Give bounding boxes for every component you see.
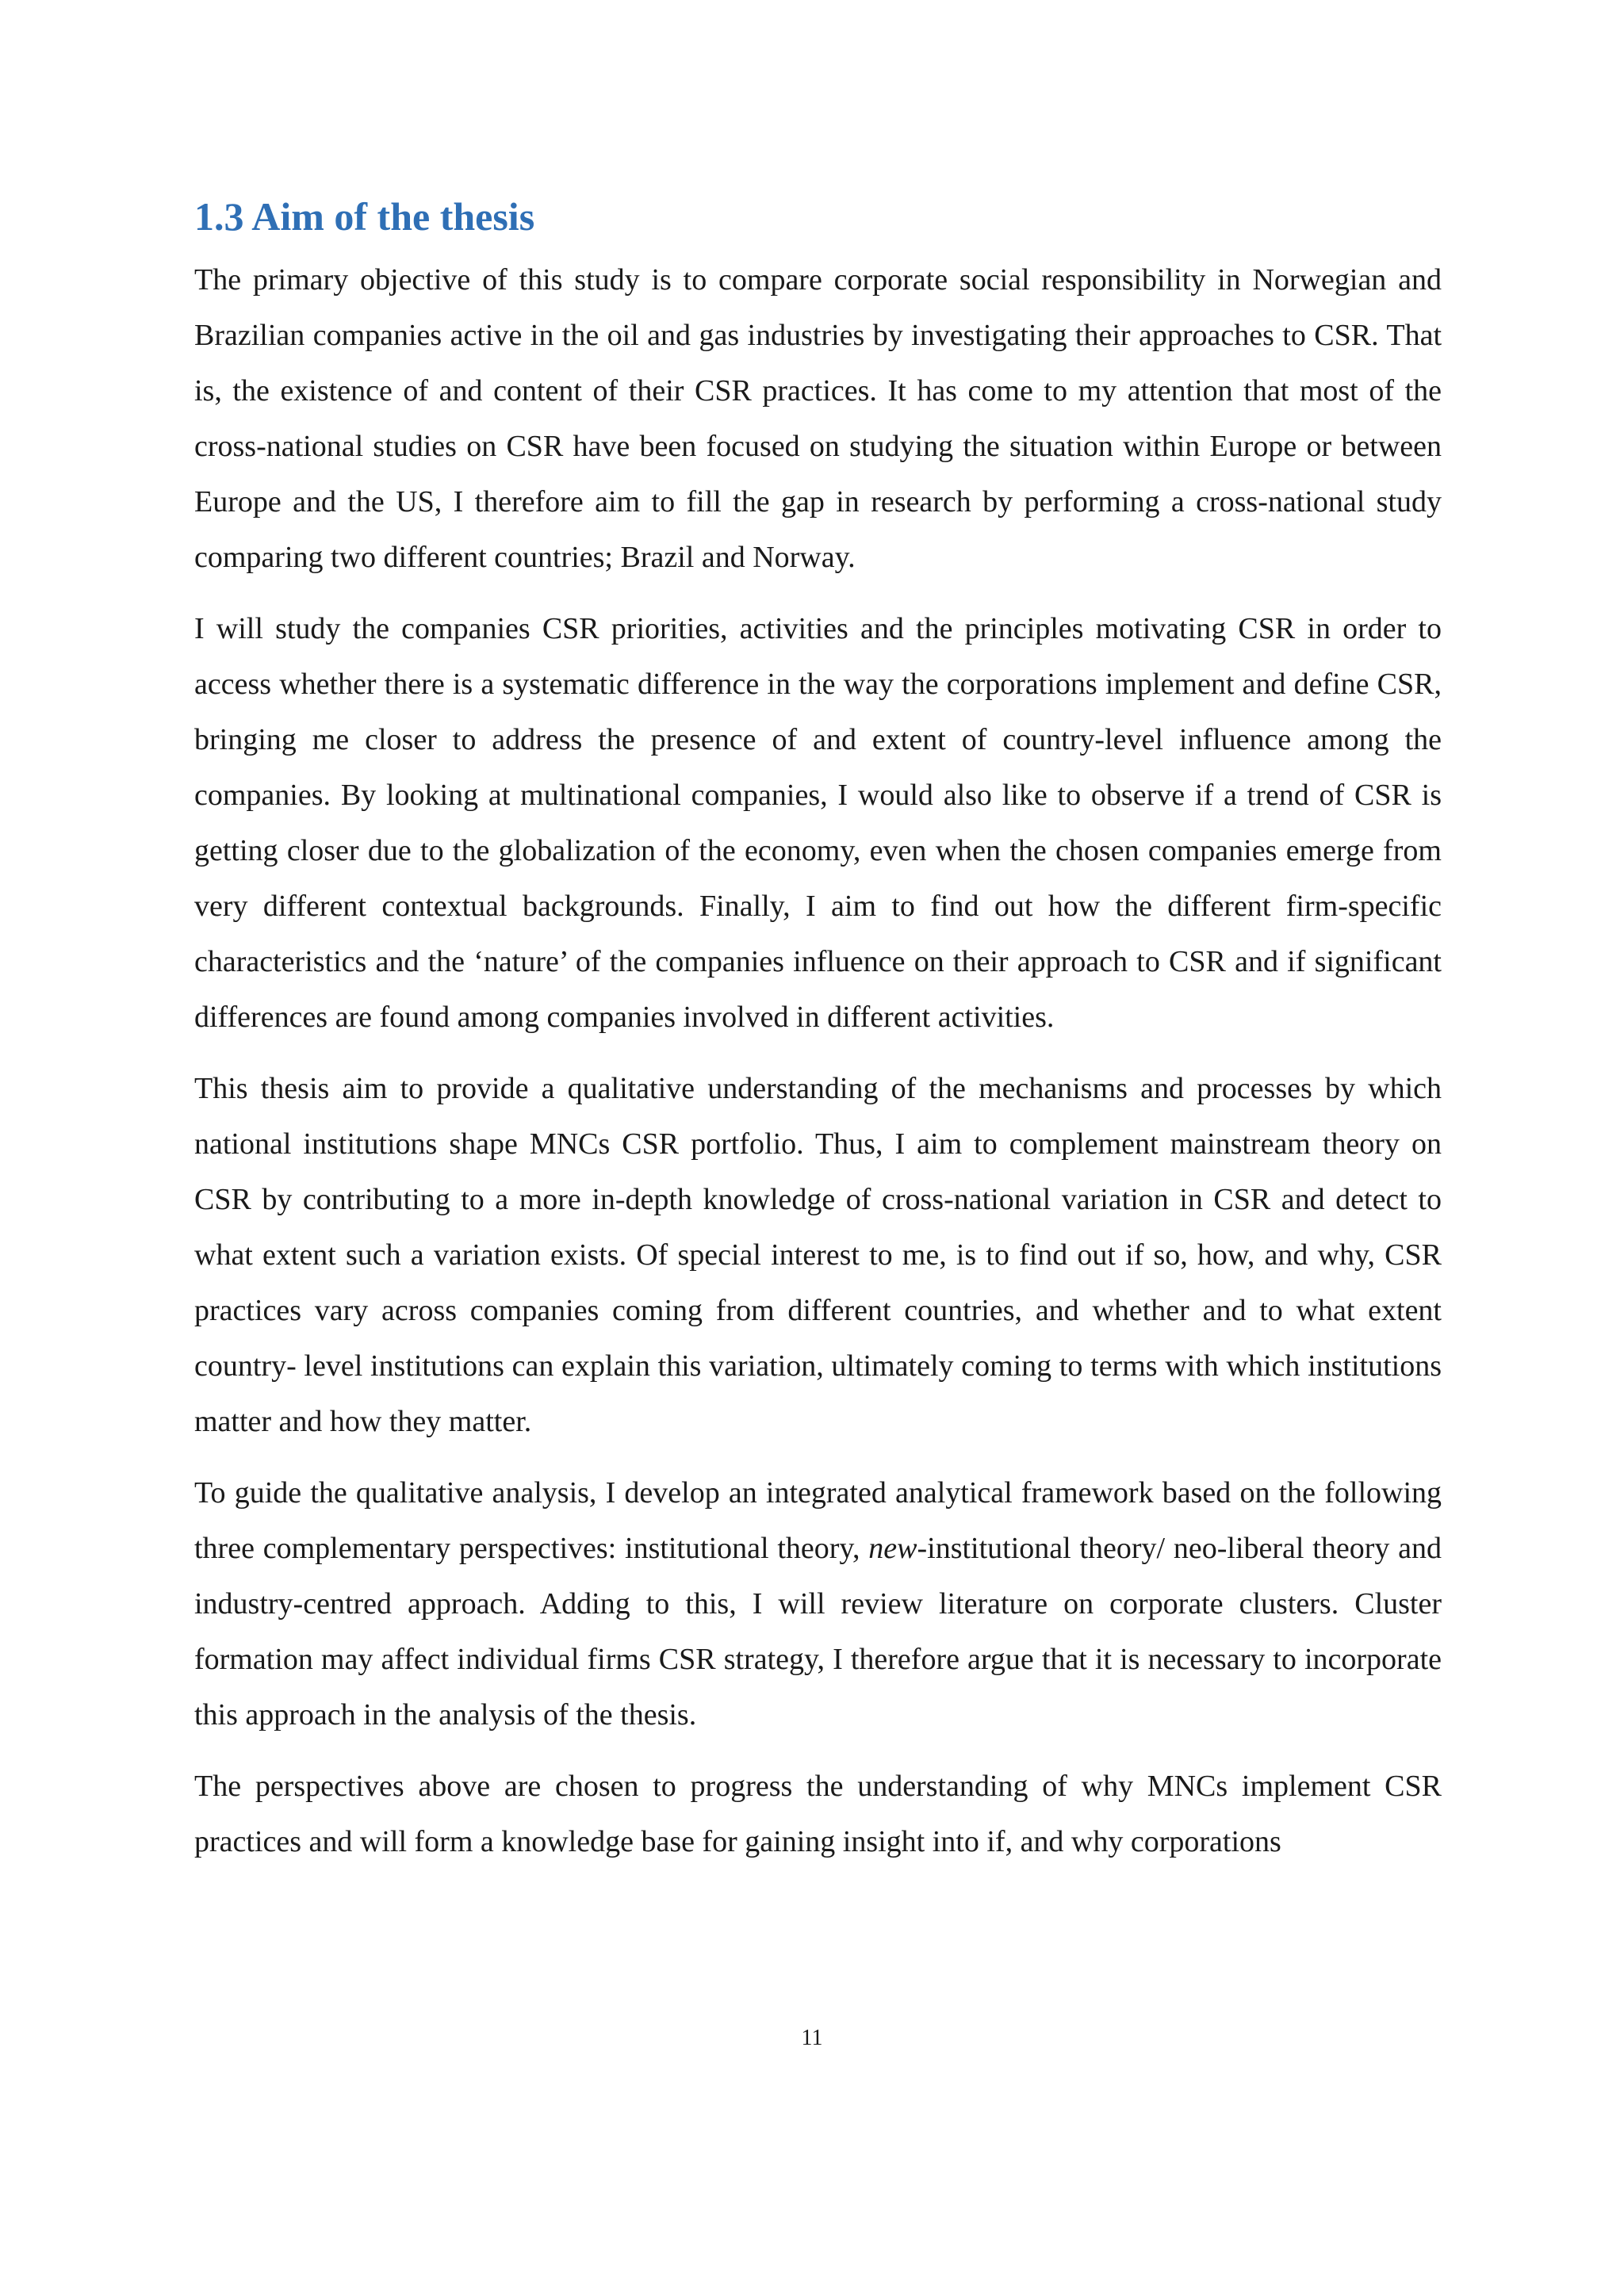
paragraph-3: This thesis aim to provide a qualitative understanding of the mechanisms and processes by which national institutions shape MNCs CSR portfolio. Thus, I aim to complement mainstream theory on CSR by contributing to a more in-depth knowledge of cross-national variation in CSR and detect to what extent such a variation exists. Of special interest to me, is to find out if so, how, and why, CSR practices vary across companies coming from different countries, and whether and to what extent country- level institutions can explain this variation, ultimately coming to terms with which institutions matter and how they matter. <box>194 1072 1442 1438</box>
paragraph-1: The primary objective of this study is to compare corporate social responsibility in Norwegian and Brazilian companies active in the oil and gas industries by investigating their approaches to CSR. That is, the existence of and content of their CSR practices. It has come to my attention that most of the cross-national studies on CSR have been focused on studying the situation within Europe or between Europe and the US, I therefore aim to fill the gap in research by performing a cross-national study comparing two different countries; Brazil and Norway. <box>194 263 1442 574</box>
page-number: 11 <box>801 2026 823 2050</box>
paragraph-4 <box>194 1465 1442 1743</box>
page-content <box>194 189 1442 1885</box>
paragraph-4-text-b: -institutional theory/ neo-liberal theory and industry-centred approach. Adding to this, I will review literature on corporate clusters. Cluster formation may affect individual firms CSR strategy, I therefore argue that it is necessary to incorporate this approach in the analysis of the thesis. <box>194 1532 1442 1732</box>
section-heading: 1.3 Aim of the thesis <box>194 194 535 239</box>
paragraph-4-text-a: To guide the qualitative analysis, I develop an integrated analytical framework based on the following three complementary perspectives: institutional theory, <box>194 1476 1442 1565</box>
paragraph-5: The perspectives above are chosen to progress the understanding of why MNCs implement CSR practices and will form a knowledge base for gaining insight into if, and why corporations <box>194 1770 1442 1858</box>
paragraph-4-italic: new <box>868 1532 917 1565</box>
paragraph-2: I will study the companies CSR priorities, activities and the principles motivating CSR in order to access whether there is a systematic difference in the way the corporations implement and define CSR, bringing me closer to address the presence of and extent of country-level influence among the companies. By looking at multinational companies, I would also like to observe if a trend of CSR is getting closer due to the globalization of the economy, even when the chosen companies emerge from very different contextual backgrounds. Finally, I aim to find out how the different firm-specific characteristics and the ‘nature’ of the companies influence on their approach to CSR and if significant differences are found among companies involved in different activities. <box>194 612 1442 1034</box>
